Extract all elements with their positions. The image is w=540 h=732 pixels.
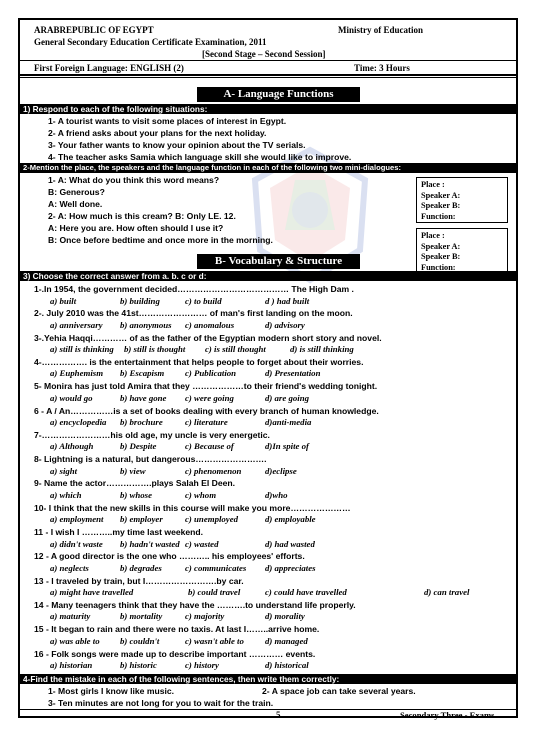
question-text: 16 - Folk songs were made up to describe important ………… events. (34, 648, 316, 659)
answer-option[interactable]: a) anniversary (50, 319, 103, 330)
answer-option[interactable]: a) which (50, 489, 82, 500)
box-label: Speaker B: (421, 201, 461, 210)
answer-option[interactable]: c) to build (185, 295, 222, 306)
answer-option[interactable]: b) view (120, 465, 146, 476)
answer-option[interactable]: b) building (120, 295, 160, 306)
q1-item: 1- A tourist wants to visit some places of interest in Egypt. (48, 116, 287, 126)
answer-option[interactable]: c) Because of (185, 441, 234, 452)
answer-option[interactable]: b) still is thought (124, 344, 186, 355)
answer-option[interactable]: d) historical (265, 660, 309, 670)
answer-option[interactable]: a) Euphemism (50, 368, 104, 379)
answer-option[interactable]: b) couldn't (120, 635, 160, 646)
question-text: 4-……………. is the entertainment that helps people to forget about their worries. (34, 356, 364, 367)
section-a-title: A- Language Functions (197, 87, 360, 102)
answer-option[interactable]: a) Although (50, 441, 94, 452)
question-text: 14 - Many teenagers think that they have the ……….to understand life properly. (34, 599, 356, 610)
answer-option[interactable]: c) wasn't able to (185, 635, 244, 646)
answer-option[interactable]: c) communicates (185, 562, 247, 573)
answer-option[interactable]: b) employer (120, 514, 163, 525)
answer-option[interactable]: a) might have travelled (50, 587, 134, 598)
answer-option[interactable]: c) wasted (185, 538, 219, 549)
box-label: Place : (421, 180, 445, 189)
question-text: 3-.Yehia Haqqi………… of as the father of the Egyptian modern short story and novel. (34, 332, 382, 343)
answer-option[interactable]: c) anomalous (185, 319, 235, 330)
answer-option[interactable]: b) brochure (120, 417, 163, 427)
answer-option[interactable]: d) advisory (265, 319, 305, 330)
footer-label: Secondary Three - Exams (400, 710, 495, 720)
box-label: Speaker A: (421, 241, 461, 251)
question-text: 6 - A / An……………is a set of books dealing with every branch of human knowledge. (34, 405, 379, 416)
answer-option[interactable]: c) unemployed (185, 514, 239, 525)
answer-box-1[interactable] (416, 177, 508, 223)
answer-option[interactable]: c) majority (185, 611, 225, 622)
question-text: 9- Name the actor…………….plays Salah El Deen. (34, 478, 236, 489)
dialogue-line: B: Generous? (48, 187, 105, 197)
answer-option[interactable]: d) had wasted (265, 538, 315, 549)
q4-item: 2- A space job can take several years. (262, 686, 416, 696)
answer-option[interactable]: c) is still thought (205, 344, 266, 355)
box-label: Place : (421, 231, 445, 240)
box-label: Function: (421, 262, 456, 272)
exam-subject: First Foreign Language: ENGLISH (2) (34, 63, 184, 73)
dialogue-line: 1- A: What do you think this word means? (48, 175, 220, 185)
answer-option[interactable]: d) employable (265, 514, 316, 525)
q1-item: 2- A friend asks about your plans for the next holiday. (48, 128, 267, 138)
answer-option[interactable]: d ) had built (265, 295, 310, 306)
header-divider (20, 60, 516, 61)
answer-option[interactable]: b) Escapism (120, 368, 165, 379)
answer-option[interactable]: a) built (50, 295, 77, 306)
answer-option[interactable]: d)In spite of (265, 441, 309, 452)
question-text: 8- Lightning is a natural, but dangerous……………………. (34, 454, 267, 465)
answer-option[interactable]: d) appreciates (265, 562, 316, 573)
answer-option[interactable]: b) could travel (188, 587, 241, 598)
answer-option[interactable]: d) Presentation (265, 368, 321, 379)
ministry-name: Ministry of Education (338, 25, 424, 35)
answer-option[interactable]: a) would go (50, 392, 93, 403)
answer-option[interactable]: d) are going (265, 392, 309, 403)
answer-option[interactable]: a) maturity (50, 611, 91, 622)
question-text: 15 - It began to rain and there were no taxis. At last I……..arrive home. (34, 624, 320, 635)
question-text: 12 - A good director is the one who ……….. his employees' efforts. (34, 551, 305, 562)
question-text: 13 - I traveled by train, but I…………………….by car. (34, 575, 244, 586)
answer-option[interactable]: d) can travel (424, 587, 470, 598)
answer-option[interactable]: b) mortality (120, 611, 163, 622)
dialogue-line: A: Here you are. How often should I use it? (48, 223, 224, 233)
q1-heading: 1) Respond to each of the following situations: (20, 104, 516, 114)
answer-option[interactable]: a) still is thinking (50, 344, 114, 355)
box-label: Speaker B: (421, 252, 461, 261)
section-b-title: B- Vocabulary & Structure (197, 254, 360, 269)
answer-option[interactable]: c) whom (185, 489, 217, 500)
question-text: 7-……………………his old age, my uncle is very energetic. (34, 429, 270, 440)
q4-item: 1- Most girls I know like music. (48, 686, 175, 696)
answer-option[interactable]: b) historic (120, 660, 157, 670)
q4-heading: 4-Find the mistake in each of the following sentences, then write them correctly: (20, 674, 516, 684)
answer-option[interactable]: b) have gone (120, 392, 167, 403)
answer-option[interactable]: d)eclipse (265, 465, 297, 476)
q3-heading: 3) Choose the correct answer from a. b. c or d: (20, 271, 516, 281)
answer-option[interactable]: a) neglects (50, 562, 89, 573)
answer-option[interactable]: b) degrades (120, 562, 162, 573)
answer-option[interactable]: b) hadn't wasted (120, 538, 180, 549)
answer-option[interactable]: d) is still thinking (290, 344, 354, 355)
answer-option[interactable]: d) morality (265, 611, 305, 622)
exam-title: General Secondary Education Certificate Examination, 2011 (34, 37, 267, 47)
answer-option[interactable]: a) sight (50, 465, 78, 476)
question-text: 10- I think that the new skills in this course will make you more………………… (34, 502, 351, 513)
box-label: Function: (421, 211, 456, 221)
question-text: 5- Monira has just told Amira that they ………………to their friend's wedding tonight. (34, 381, 378, 392)
answer-option[interactable]: c) could have travelled (265, 587, 347, 598)
header-bottom-rule (20, 74, 516, 76)
question-text: 2-. July 2010 was the 41st…………………… of man's first landing on the moon. (34, 308, 353, 319)
answer-option[interactable]: a) was able to (50, 635, 100, 646)
question-text: 11 - I wish I ………..my time last weekend. (34, 527, 204, 537)
q4-item: 3- Ten minutes are not long for you to wait for the train. (48, 698, 274, 708)
country-name: ARABREPUBLIC OF EGYPT (34, 25, 154, 35)
answer-option[interactable]: c) literature (185, 417, 228, 427)
answer-option[interactable]: b) Despite (120, 441, 157, 452)
page-number: 5 (276, 710, 281, 720)
question-text: 1-.In 1954, the government decided………………………………… The High Dam . (34, 284, 354, 294)
answer-box-2[interactable] (416, 228, 508, 274)
answer-option[interactable]: a) historian (50, 660, 93, 670)
answer-option[interactable]: c) history (185, 660, 219, 670)
answer-option[interactable]: a) encyclopedia (50, 417, 107, 427)
exam-session: [Second Stage – Second Session] (202, 49, 326, 59)
answer-option[interactable]: d) managed (265, 635, 308, 646)
answer-option[interactable]: a) employment (50, 514, 104, 525)
dialogue-line: 2- A: How much is this cream? B: Only LE. 12. (48, 211, 236, 221)
header-bottom-rule-2 (20, 77, 516, 78)
answer-option[interactable]: d)who (265, 489, 288, 500)
answer-option[interactable]: c) were going (185, 392, 234, 403)
answer-option[interactable]: d)anti-media (265, 417, 312, 427)
q2-heading: 2-Mention the place, the speakers and the language function in each of the following two mini-dialogues: (20, 163, 516, 173)
answer-option[interactable]: a) didn't waste (50, 538, 103, 549)
dialogue-line: B: Once before bedtime and once more in the morning. (48, 235, 273, 245)
answer-option[interactable]: c) phenomenon (185, 465, 242, 476)
q1-item: 3- Your father wants to know your opinion about the TV serials. (48, 140, 306, 150)
answer-option[interactable]: c) Publication (185, 368, 237, 379)
answer-option[interactable]: b) anonymous (120, 319, 172, 330)
box-label: Speaker A: (421, 190, 461, 200)
answer-option[interactable]: b) whose (120, 489, 153, 500)
exam-page (18, 18, 518, 718)
exam-duration: Time: 3 Hours (354, 63, 410, 73)
q1-item: 4- The teacher asks Samia which language skill she would like to improve. (48, 152, 352, 162)
dialogue-line: A: Well done. (48, 199, 103, 209)
